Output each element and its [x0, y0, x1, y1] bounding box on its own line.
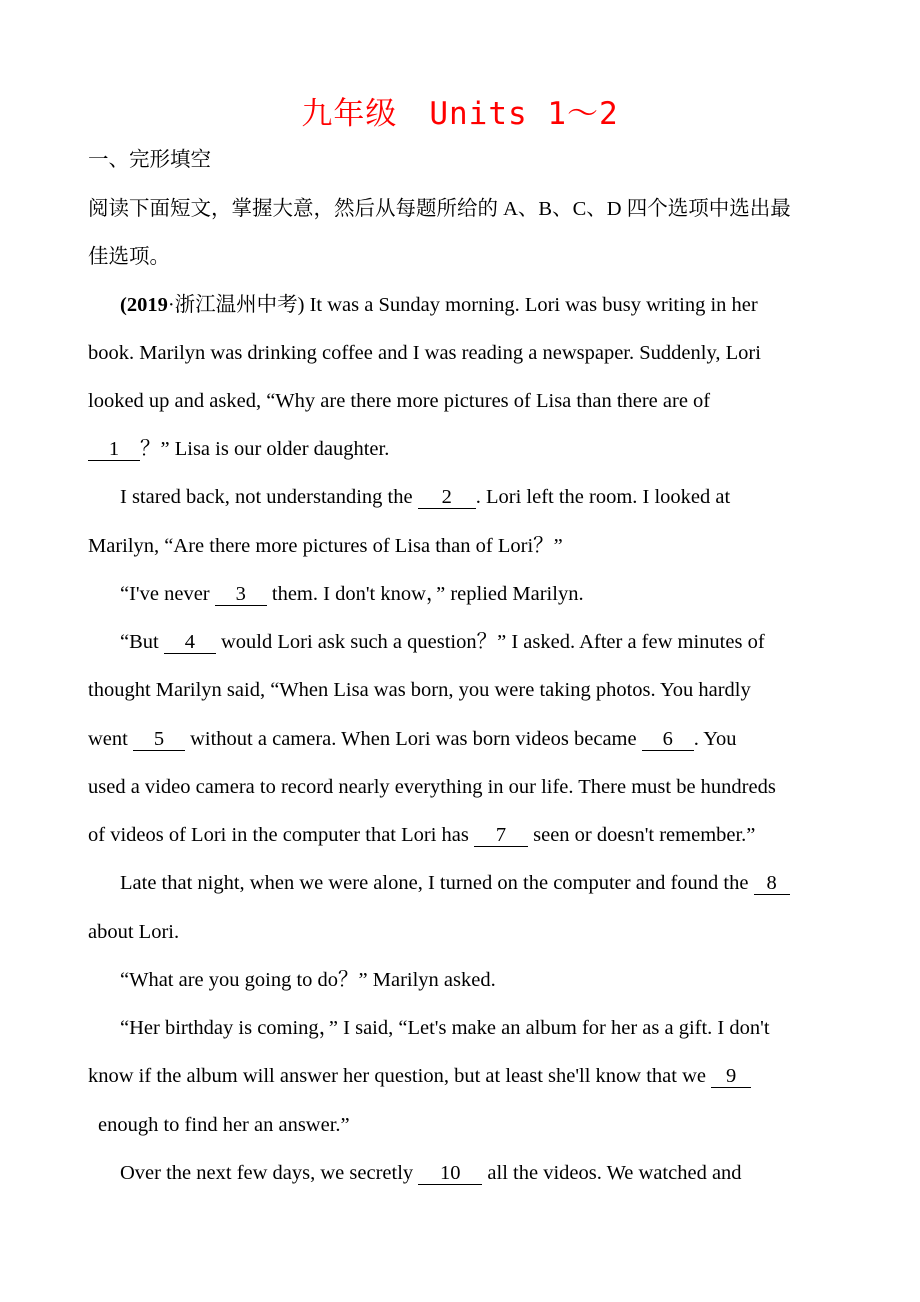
instructions-line-1: 阅读下面短文，掌握大意，然后从每题所给的 A、B、C、D 四个选项中选出最 [88, 198, 791, 220]
source-place: ·浙江温州中考) [167, 294, 305, 316]
blank-1: 1 [88, 438, 140, 461]
paragraph-line: “I've never 3 them. I don't know，” replied Marilyn. [120, 583, 584, 605]
paragraph-line: enough to find her an answer.” [98, 1114, 350, 1136]
blank-5: 5 [133, 728, 185, 751]
paragraph-line: book. Marilyn was drinking coffee and I was reading a newspaper. Suddenly, Lori [88, 342, 761, 364]
paragraph-line: know if the album will answer her question, but at least she'll know that we 9 [88, 1061, 838, 1091]
paragraph-line: I stared back, not understanding the 2 . Lori left the room. I looked at [120, 486, 731, 508]
paragraph-line: used a video camera to record nearly everything in our life. There must be hundreds [88, 776, 776, 798]
blank-2: 2 [418, 486, 476, 509]
paragraph-line: went 5 without a camera. When Lori was born videos became 6 . You [88, 728, 737, 750]
paragraph-line: “But 4 would Lori ask such a question？” I asked. After a few minutes of [120, 631, 765, 653]
paragraph-line: “Her birthday is coming，” I said, “Let's make an album for her as a gift. I don't [120, 1017, 770, 1039]
blank-9: 9 [711, 1065, 751, 1088]
paragraph-line: (2019·浙江温州中考) It was a Sunday morning. Lori was busy writing in her [120, 294, 758, 316]
instructions-line-2: 佳选项。 [88, 246, 170, 268]
paragraph-line: “What are you going to do？” Marilyn asked. [120, 969, 496, 991]
blank-4: 4 [164, 631, 216, 654]
paragraph-line: Marilyn, “Are there more pictures of Lisa than of Lori？” [88, 535, 563, 557]
blank-8: 8 [754, 872, 790, 895]
blank-7: 7 [474, 824, 528, 847]
blank-6: 6 [642, 728, 694, 751]
blank-10: 10 [418, 1162, 482, 1185]
paragraph-line: Late that night, when we were alone, I turned on the computer and found the 8 [120, 868, 870, 898]
section-heading: 一、完形填空 [88, 149, 211, 171]
blank-3: 3 [215, 583, 267, 606]
source-year: 2019 [126, 294, 168, 316]
page-title: 九年级 Units 1～2 [301, 96, 619, 132]
paragraph-line: Over the next few days, we secretly 10 all the videos. We watched and [120, 1162, 742, 1184]
paragraph-line: thought Marilyn said, “When Lisa was born, you were taking photos. You hardly [88, 679, 751, 701]
paragraph-line: looked up and asked, “Why are there more pictures of Lisa than there are of [88, 390, 711, 412]
paragraph-line: 1 ？” Lisa is our older daughter. [88, 434, 838, 464]
paragraph-line: of videos of Lori in the computer that Lori has 7 seen or doesn't remember.” [88, 824, 756, 846]
paragraph-line: about Lori. [88, 921, 180, 943]
